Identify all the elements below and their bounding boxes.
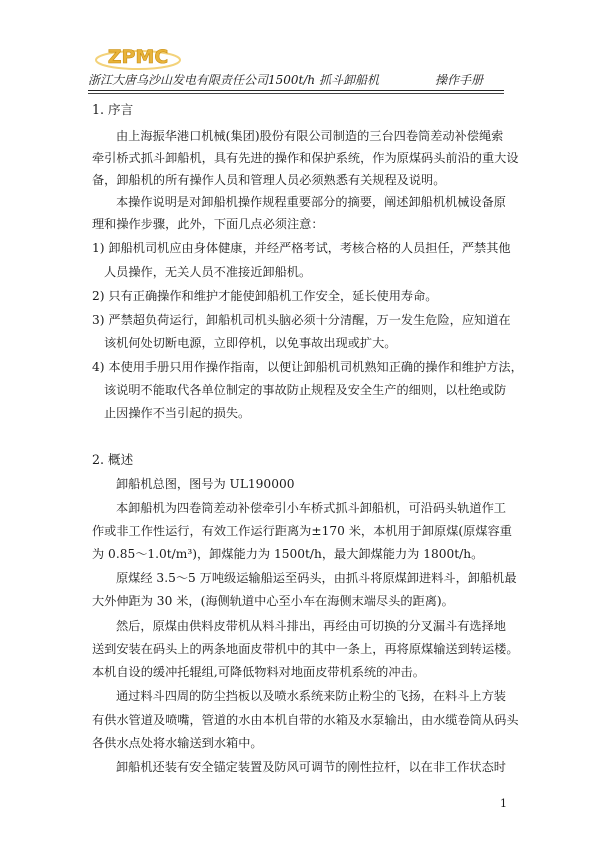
paragraph-line: 由上海振华港口机械(集团)股份有限公司制造的三台四卷筒差动补偿绳索 xyxy=(116,129,504,143)
paragraph-line: 卸船机总图，图号为 UL190000 xyxy=(116,477,295,491)
list-item-continuation: 止因操作不当引起的损失。 xyxy=(104,406,251,420)
list-item: 3) 严禁超负荷运行，卸船机司机头脑必须十分清醒，万一发生危险，应知道在 xyxy=(92,313,511,327)
header-document-title: 浙江大唐乌沙山发电有限责任公司1500t/h 抓斗卸船机 xyxy=(88,73,379,87)
list-item: 4) 本使用手册只用作操作指南，以便让卸船机司机熟知正确的操作和维护方法， xyxy=(92,360,523,374)
paragraph-line: 通过料斗四周的防尘挡板以及喷水系统来防止粉尘的飞扬，在料斗上方装 xyxy=(116,689,506,703)
page-number: 1 xyxy=(500,797,507,810)
paragraph-line: 原煤经 3.5～5 万吨级运输船运至码头，由抓斗将原煤卸进料斗，卸船机最 xyxy=(116,571,517,585)
list-item-continuation: 该机何处切断电源，立即停机，以免事故出现或扩大。 xyxy=(104,336,397,350)
paragraph-line: 牵引桥式抓斗卸船机，具有先进的操作和保护系统，作为原煤码头前沿的重大设 xyxy=(92,151,519,165)
company-logo xyxy=(93,42,183,72)
paragraph-line: 卸船机还装有安全锚定装置及防风可调节的刚性拉杆，以在非工作状态时 xyxy=(116,760,506,774)
paragraph-line: 各供水点处将水输送到水箱中。 xyxy=(92,736,263,750)
paragraph-line: 送到安装在码头上的两条地面皮带机中的其中一条上，再将原煤输送到转运楼。 xyxy=(92,642,519,656)
paragraph-line: 本卸船机为四卷筒差动补偿牵引小车桥式抓斗卸船机，可沿码头轨道作工 xyxy=(116,501,506,515)
paragraph-line: 备，卸船机的所有操作人员和管理人员必须熟悉有关规程及说明。 xyxy=(92,173,446,187)
paragraph-line: 然后，原煤由供料皮带机从料斗排出，再经由可切换的分叉漏斗有选择地 xyxy=(116,619,506,633)
list-item-continuation: 该说明不能取代各单位制定的事故防止规程及安全生产的细则，以杜绝或防 xyxy=(104,383,507,397)
svg-text:ZPMC: ZPMC xyxy=(107,46,169,68)
paragraph-line: 有供水管道及喷嘴，管道的水由本机自带的水箱及水泵输出，由水缆卷筒从码头 xyxy=(92,713,519,727)
zpmc-logo-icon xyxy=(93,42,183,72)
paragraph-line: 理和操作步骤，此外，下面几点必须注意： xyxy=(92,217,324,231)
paragraph-line: 本机自设的缓冲托辊组,可降低物料对地面皮带机系统的冲击。 xyxy=(92,665,425,679)
header-rule-thin xyxy=(88,93,504,94)
paragraph-line: 大外伸距为 30 米，(海侧轨道中心至小车在海侧末端尽头的距离)。 xyxy=(92,594,454,608)
list-item: 1) 卸船机司机应由身体健康，并经严格考试，考核合格的人员担任，严禁其他 xyxy=(92,241,511,255)
paragraph-line: 本操作说明是对卸船机操作规程重要部分的摘要，阐述卸船机机械设备原 xyxy=(116,195,506,209)
page-header xyxy=(88,72,504,88)
list-item: 2) 只有正确操作和维护才能使卸船机工作安全，延长使用寿命。 xyxy=(92,289,438,303)
section-heading-preface: 1. 序言 xyxy=(92,102,134,117)
section-heading-overview: 2. 概述 xyxy=(92,452,134,467)
list-item-continuation: 人员操作，无关人员不准接近卸船机。 xyxy=(104,265,312,279)
paragraph-line: 作或非工作性运行，有效工作运行距离为±170 米，本机用于卸原煤(原煤容重 xyxy=(92,524,512,538)
header-rule-thick xyxy=(88,90,504,91)
paragraph-line: 为 0.85～1.0t/m³)，卸煤能力为 1500t/h，最大卸煤能力为 1800t/h。 xyxy=(92,547,484,561)
header-manual-label: 操作手册 xyxy=(435,73,484,87)
